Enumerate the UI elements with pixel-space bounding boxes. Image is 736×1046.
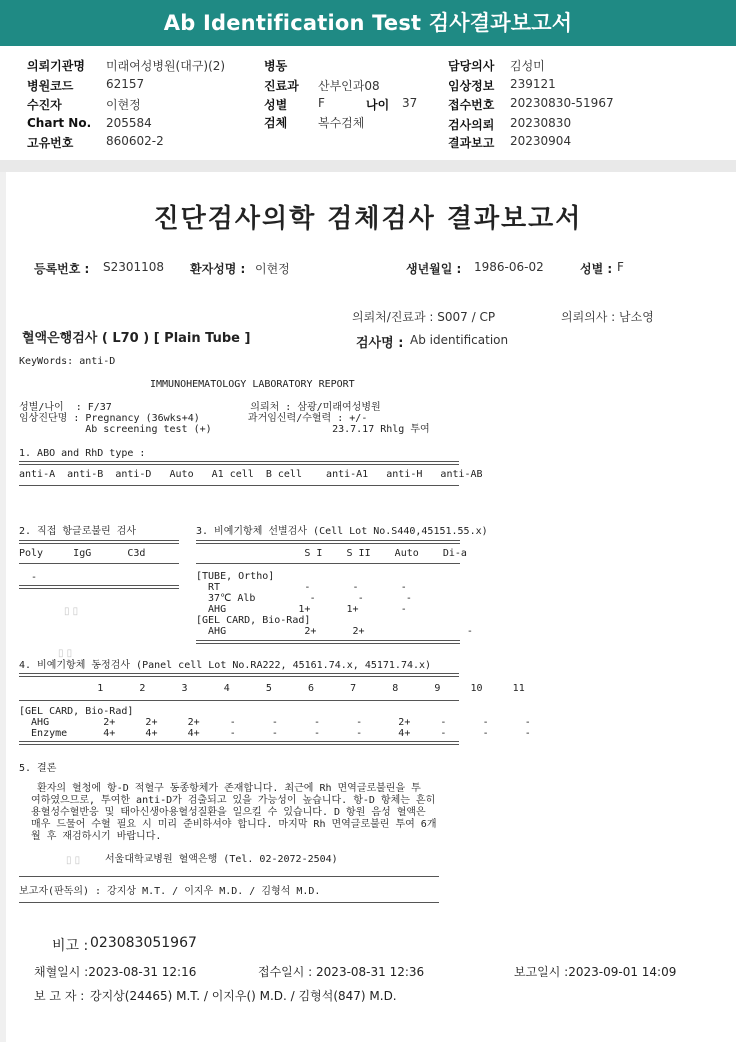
report-title: Ab Identification Test 검사결과보고서	[163, 11, 573, 35]
patient-name-value: 이현정	[255, 262, 290, 276]
reporter-label: 보 고 자 :	[34, 989, 85, 1003]
keywords: KeyWords: anti-D	[19, 356, 116, 367]
rule	[19, 673, 459, 677]
clinical-info-value: 239121	[510, 77, 556, 91]
lab-report-heading: IMMUNOHEMATOLOGY LABORATORY REPORT	[150, 379, 355, 390]
rule	[19, 700, 459, 701]
screen-row: AHG 2+ 2+ -	[196, 626, 473, 637]
rule	[19, 902, 439, 903]
report-time: 보고일시 :2023-09-01 14:09	[514, 965, 677, 979]
unique-no-label: 고유번호	[27, 136, 74, 150]
rule	[196, 540, 460, 544]
report-sex-label: 성별 :	[580, 262, 613, 276]
requesting-doctor: 의뢰의사 : 남소영	[561, 310, 654, 324]
rule	[19, 485, 459, 486]
department-value: 산부인과08	[318, 79, 380, 93]
rule	[19, 461, 459, 465]
sex-value: F	[318, 96, 325, 110]
screen-row: AHG 1+ 1+ -	[196, 604, 407, 615]
section-name: 혈액은행검사 ( L70 ) [ Plain Tube ]	[22, 331, 251, 346]
screen-row: [TUBE, Ortho]	[196, 571, 275, 582]
patient-label: 수진자	[27, 98, 62, 112]
note-value: 023083051967	[90, 935, 197, 951]
note-label: 비고 :	[52, 938, 89, 954]
doctor-label: 담당의사	[448, 59, 495, 73]
chart-no-value: 205584	[106, 116, 152, 130]
dob-value: 1986-06-02	[474, 260, 544, 274]
department-label: 진료과	[264, 79, 299, 93]
rule	[19, 585, 179, 589]
specimen-label: 검체	[264, 116, 288, 130]
dat-header: Poly IgG C3d	[19, 548, 146, 559]
screen-row: RT - - -	[196, 582, 407, 593]
faint-stamp: ▯ ▯	[64, 606, 79, 617]
document-title: 진단검사의학 검체검사 결과보고서	[153, 204, 583, 234]
request-date-label: 검사의뢰	[448, 118, 495, 132]
collection-time: 채혈일시 :2023-08-31 12:16	[34, 965, 197, 979]
conclusion-line: 용혈성수혈반응 및 태아신생아용혈성질환을 일으킬 수 있습니다. D 항원 음성 혈액은	[19, 807, 426, 818]
specimen-value: 복수검체	[318, 116, 365, 130]
sex-label: 성별	[264, 98, 288, 112]
faint-stamp: ▯ ▯	[66, 855, 81, 866]
panel-row: Enzyme 4+ 4+ 4+ - - - - 4+ - - -	[19, 728, 531, 739]
screen-header: S I S II Auto Di-a	[196, 548, 467, 559]
clinical-info-label: 임상정보	[448, 79, 495, 93]
page-edge	[0, 172, 6, 1042]
title-banner	[0, 0, 736, 46]
dat-title: 2. 직접 항글로불린 검사	[19, 526, 137, 537]
ward-label: 병동	[264, 59, 288, 73]
info-line: 성별/나이 : F/37 의뢰처 : 삼광/미래여성병원	[19, 402, 381, 413]
hospital-code-label: 병원코드	[27, 79, 74, 93]
conclusion-line: 환자의 혈청에 항-D 적혈구 동종항체가 존재합니다. 최근에 Rh 면역글로불린을 투	[19, 783, 421, 794]
receipt-no-value: 20230830-51967	[510, 96, 614, 110]
abo-header: anti-A anti-B anti-D Auto A1 cell B cell anti-A1 anti-H anti-AB	[19, 469, 483, 480]
screen-row: 37℃ Alb - - -	[196, 593, 412, 604]
screen-row: [GEL CARD, Bio-Rad]	[196, 615, 311, 626]
reporter-value: 강지상(24465) M.T. / 이지우() M.D. / 김형석(847) M.D.	[90, 989, 397, 1003]
patient-value: 이현정	[106, 98, 141, 112]
request-date-value: 20230830	[510, 116, 572, 130]
panel-row: AHG 2+ 2+ 2+ - - - - 2+ - - -	[19, 717, 531, 728]
unique-no-value: 860602-2	[106, 134, 164, 148]
report-sex-value: F	[617, 260, 624, 274]
panel-row: [GEL CARD, Bio-Rad]	[19, 706, 134, 717]
dob-label: 생년월일 :	[406, 262, 462, 276]
dat-value: -	[19, 572, 38, 583]
rule	[19, 563, 179, 564]
rule	[196, 563, 460, 564]
info-line: Ab screening test (+) 23.7.17 Rhlg 투여	[19, 424, 430, 435]
conclusion-line: 여하였으므로, 투여한 anti-D가 검출되고 있을 가능성이 높습니다. 항-D 항체는 흔히	[19, 795, 436, 806]
rule	[19, 876, 439, 877]
conclusion-line: 월 후 재검하시기 바랍니다.	[19, 831, 162, 842]
report-date-label: 결과보고	[448, 136, 495, 150]
test-name-label: 검사명 :	[356, 336, 404, 351]
hospital-code-value: 62157	[106, 77, 145, 91]
receipt-no-label: 접수번호	[448, 98, 495, 112]
conclusion-title: 5. 결론	[19, 763, 57, 774]
doctor-value: 김성미	[510, 59, 545, 73]
rule	[196, 640, 460, 644]
screen-title: 3. 비예기항체 선별검사 (Cell Lot No.S440,45151.55.x)	[196, 526, 488, 537]
reg-no-label: 등록번호 :	[34, 262, 90, 276]
rule	[19, 540, 179, 544]
faint-stamp: ▯ ▯	[58, 648, 73, 659]
test-name-value: Ab identification	[410, 333, 509, 347]
conclusion-line: 매우 드물어 수혈 필요 시 미리 준비하셔야 합니다. 마지막 Rh 면역글로불린 투여 6개	[19, 819, 437, 830]
panel-header: 1 2 3 4 5 6 7 8 9 10 11	[19, 683, 525, 694]
age-label: 나이	[366, 98, 390, 112]
info-line: 임상진단명 : Pregnancy (36wks+4) 과거임신력/수혈력 : +/-	[19, 413, 368, 424]
reg-no-value: S2301108	[103, 260, 165, 274]
panel-title: 4. 비예기항체 동정검사 (Panel cell Lot No.RA222, 45161.74.x, 45171.74.x)	[19, 660, 432, 671]
requesting-dept: 의뢰처/진료과 : S007 / CP	[352, 310, 496, 324]
patient-name-label: 환자성명 :	[190, 262, 246, 276]
hospital-value: 미래여성병원(대구)(2)	[106, 59, 226, 73]
chart-no-label: Chart No.	[27, 116, 92, 130]
receipt-time: 접수일시 : 2023-08-31 12:36	[258, 965, 425, 979]
report-date-value: 20230904	[510, 134, 572, 148]
blood-bank-contact: 서울대학교병원 혈액은행 (Tel. 02-2072-2504)	[105, 854, 338, 865]
rule	[19, 741, 459, 745]
age-value: 37	[402, 96, 418, 110]
abo-title: 1. ABO and RhD type :	[19, 448, 146, 459]
hospital-label: 의뢰기관명	[27, 59, 85, 73]
section-divider	[0, 160, 736, 172]
lab-reporters: 보고자(판독의) : 강지상 M.T. / 이지우 M.D. / 김형석 M.D.	[19, 886, 321, 897]
